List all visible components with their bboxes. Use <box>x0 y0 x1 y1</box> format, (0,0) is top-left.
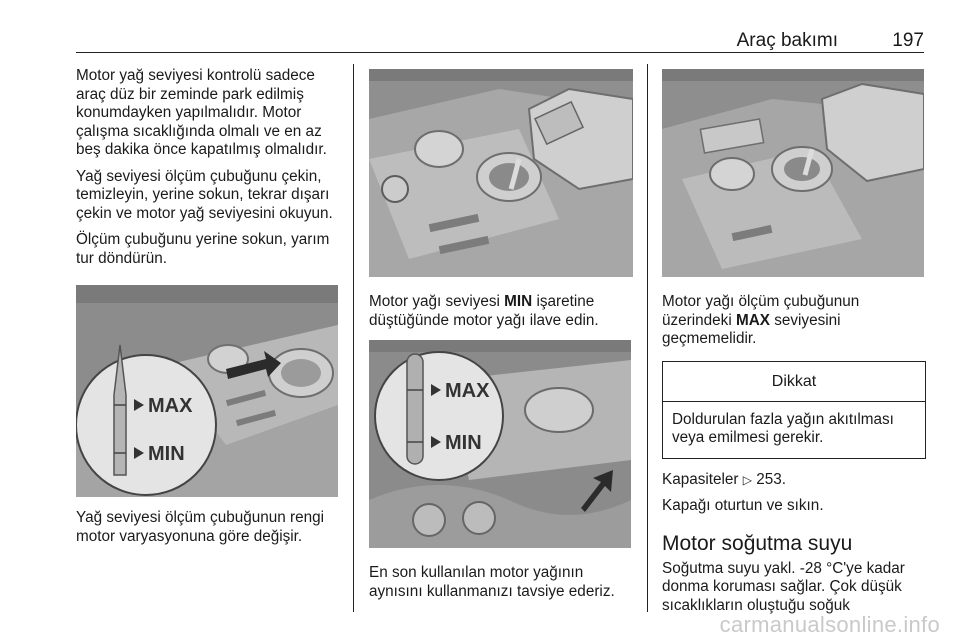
paragraph-capacities: Kapasiteler ▷ 253. <box>662 470 787 488</box>
figure-pour-oil <box>369 69 633 277</box>
header-rule <box>76 52 924 53</box>
paragraph-dipstick-reinsert: Ölçüm çubuğunu yerine sokun, yarım tur döndürün. <box>76 231 330 267</box>
page-number: 197 <box>892 30 924 51</box>
watermark: carmanualsonline.info <box>719 612 940 637</box>
column-2 <box>369 69 633 609</box>
label-min-bold: MIN <box>504 293 533 310</box>
label-min: MIN <box>148 443 185 465</box>
figure-pour-oil-2 <box>662 69 924 277</box>
paragraph-coolant-info: Soğutma suyu yakl. -28 °C'ye kadar donma koruması sağlar. Çok düşük sıcaklıkların oluştuğu soğuk <box>662 559 905 614</box>
paragraph-oil-recommendation: En son kullanılan motor yağının aynısını kullanmanızı tavsiye ederiz. <box>369 564 615 600</box>
label-max: MAX <box>445 380 490 402</box>
section-heading-coolant: Motor soğutma suyu <box>662 531 853 555</box>
paragraph-add-oil: Motor yağı seviyesi MIN işaretine düştüğünde motor yağı ilave edin. <box>369 293 599 329</box>
label-max: MAX <box>148 395 193 417</box>
label-min: MIN <box>445 432 482 454</box>
pour-oil-illustration <box>369 69 633 277</box>
capacities-page-link[interactable]: 253. <box>756 470 787 488</box>
caution-body: Doldurulan fazla yağın akıtılması veya emilmesi gerekir. <box>672 410 894 446</box>
column-3 <box>662 69 926 623</box>
caption-dipstick-color: Yağ seviyesi ölçüm çubuğunun rengi motor varyasyonuna göre değişir. <box>76 509 325 545</box>
label-max-bold: MAX <box>735 311 770 329</box>
paragraph-close-cap: Kapağı oturtun ve sıkın. <box>662 497 824 514</box>
paragraph-max-warning: Motor yağı ölçüm çubuğunun üzerindeki MAX seviyesini geçmemelidir. <box>662 293 860 347</box>
figure-dipstick-location <box>369 340 631 548</box>
page-header <box>76 30 924 50</box>
column-divider-2 <box>647 64 648 612</box>
caution-box <box>662 361 926 459</box>
pour-oil-illustration-2 <box>662 69 924 277</box>
dipstick-engine-illustration <box>76 285 338 497</box>
chapter-title: Araç bakımı <box>736 30 838 51</box>
paragraph-dipstick-procedure: Yağ seviyesi ölçüm çubuğunu çekin, temizleyin, yerine sokun, tekrar dışarı çekin ve motor yağ seviyesini okuyun. <box>76 167 333 222</box>
paragraph-oil-check-conditions: Motor yağ seviyesi kontrolü sadece araç düz bir zeminde park edilmiş konumdayken yapılmalıdır. Motor çalışma sıcaklığında olmalı ve en az beş dakika önce kapatılmış olmalıdır. <box>76 67 327 158</box>
caution-title: Dikkat <box>663 362 925 402</box>
page-ref-icon: ▷ <box>742 472 753 487</box>
figure-dipstick-engine-cover <box>76 285 338 497</box>
column-divider-1 <box>353 64 354 612</box>
dipstick-magnifier-circle <box>375 352 503 480</box>
dipstick-location-illustration <box>369 340 631 548</box>
dipstick-magnifier-circle <box>76 355 216 495</box>
column-1 <box>76 67 342 554</box>
